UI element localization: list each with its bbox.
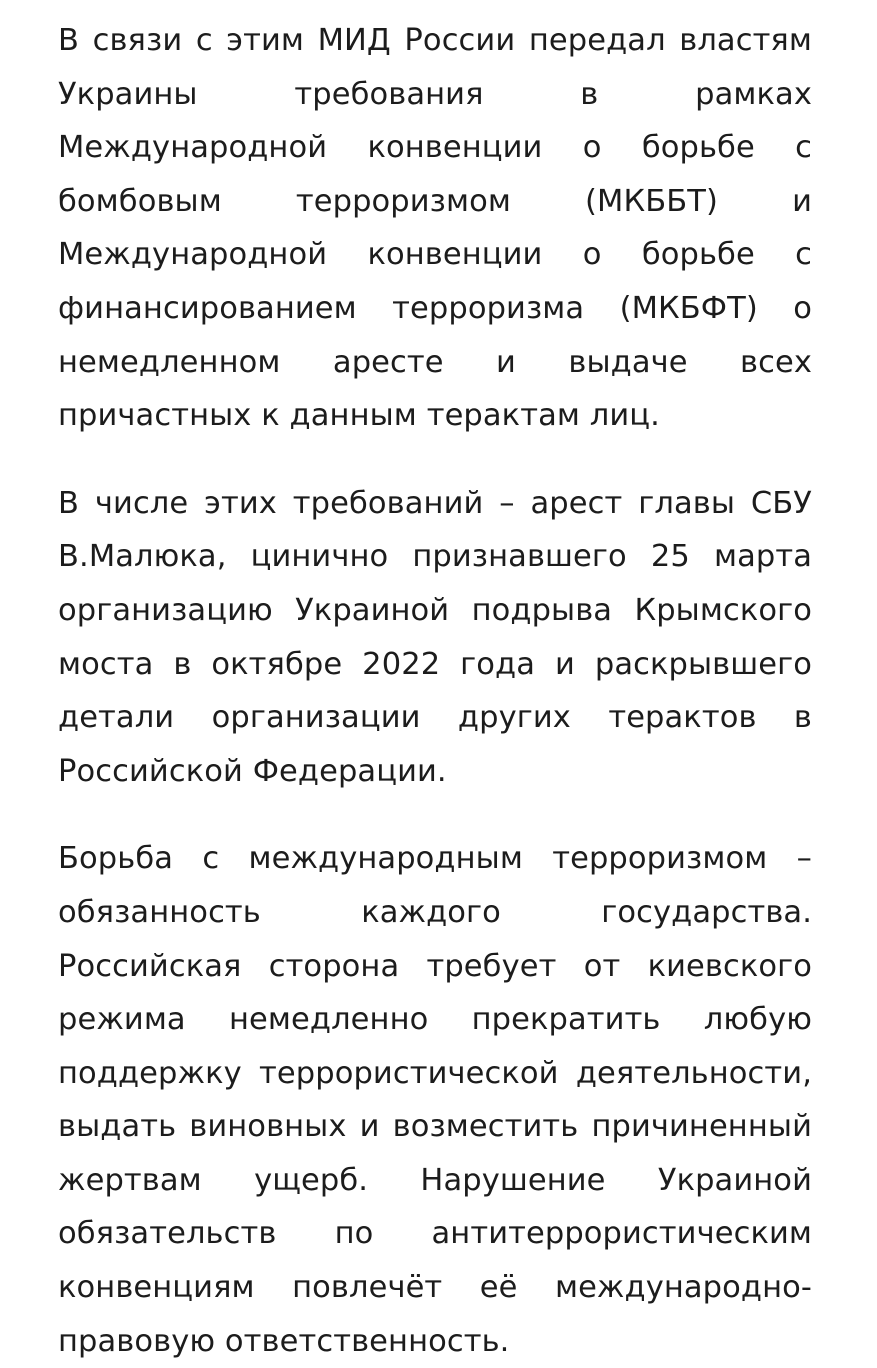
- article-body: [58, 14, 812, 1368]
- paragraph-state-obligation: Борьба с международным терроризмом – обязанность каждого государства. Российская сторона требует от киевского режима немедленно прекратить любую поддержку террористической деятельности, выдать виновных и возместить причиненный жертвам ущерб. Нарушение Украиной обязательств по антитеррористическим конвенциям повлечёт её международно-правовую ответственность.: [58, 841, 812, 1359]
- paragraph-demands-transferred: В связи с этим МИД России передал властям Украины требования в рамках Международной конвенции о борьбе с бомбовым терроризмом (МКББТ) и Международной конвенции о борьбе с финансированием терроризма (МКБФТ) о немедленном аресте и выдаче всех причастных к данным терактам лиц.: [58, 23, 812, 434]
- paragraph-sbu-head-arrest: В числе этих требований – арест главы СБУ В.Малюка, цинично признавшего 25 марта организацию Украиной подрыва Крымского моста в октябре 2022 года и раскрывшего детали организации других терактов в Российской Федерации.: [58, 485, 812, 789]
